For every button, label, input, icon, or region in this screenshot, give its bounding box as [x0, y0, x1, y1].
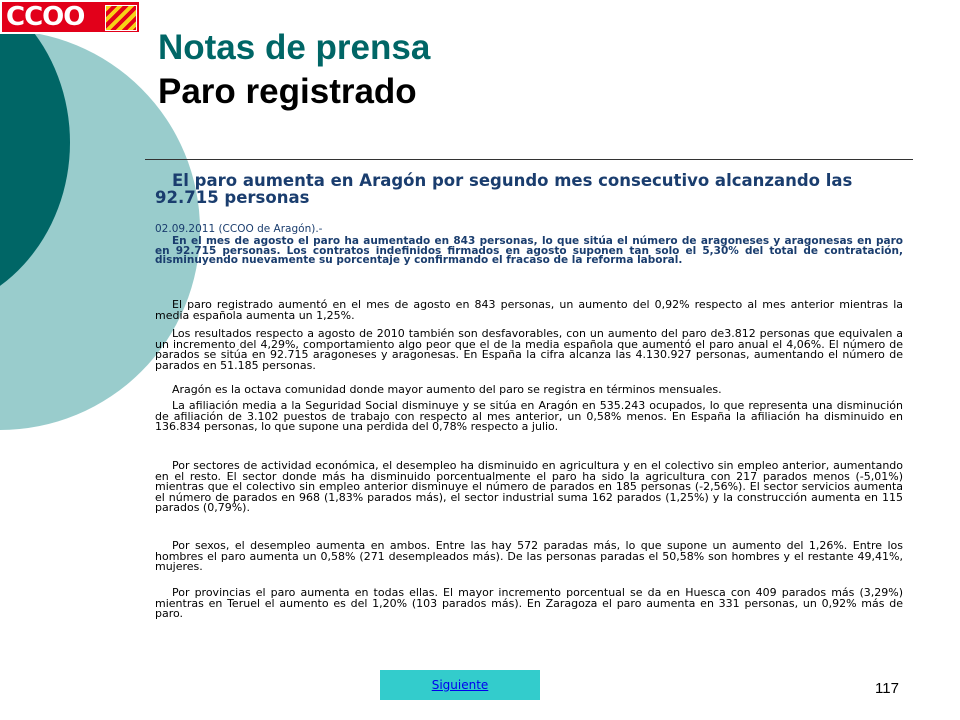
article-paragraph: Por sectores de actividad económica, el desempleo ha disminuido en agricultura y en el colectivo sin empleo anterior, aumentando en el resto. El sector donde más ha disminuido porcentualmente el paro ha sido la agricultura con 217 parados menos (-5,01%) mientras que el colectivo sin empleo anterior disminuye el número de parados en 185 personas (-2,56%). El sector servicios aumenta el número de parados en 968 (1,83% parados más), el sector industrial suma 162 parados (1,25%) y la construcción aumenta en 115 parados (0,79%). [155, 459, 903, 515]
article-lead: En el mes de agosto el paro ha aumentado en 843 personas, lo que sitúa el número de aragoneses y aragonesas en paro en 92.715 personas. Los contratos indefinidos firmados en agosto suponen tan solo el 5,30% del total de contratación, disminuyendo nuevamente su porcentaje y confirmando el fracaso de la reforma laboral. [155, 235, 903, 267]
article-paragraph: El paro registrado aumentó en el mes de agosto en 843 personas, un aumento del 0,92% respecto al mes anterior mientras la media española aumenta un 1,25%. [155, 298, 903, 322]
article-paragraph: Por provincias el paro aumenta en todas ellas. El mayor incremento porcentual se da en Huesca con 409 parados más (3,29%) mientras en Teruel el aumento es del 1,20% (103 parados más). En Zaragoza el paro aumenta en 331 personas, un 0,92% más de paro. [155, 586, 903, 621]
page-subtitle: Paro registrado [158, 72, 417, 111]
aragon-flag-icon [105, 5, 137, 31]
article-paragraph: Aragón es la octava comunidad donde mayor aumento del paro se registra en términos mensuales. [172, 383, 722, 396]
page-number: 117 [875, 680, 899, 697]
article-paragraph: Por sexos, el desempleo aumenta en ambos. Entre las hay 572 paradas más, lo que supone un aumento del 1,26%. Entre los hombres el paro aumenta un 0,58% (271 desempleados más). De las personas paradas el 50,58% son hombres y el restante 49,41%, mujeres. [155, 539, 903, 574]
article-paragraph: Los resultados respecto a agosto de 2010 también son desfavorables, con un aumento del paro de3.812 personas que equivalen a un incremento del 4,29%, comportamiento algo peor que el de la media española que aumentó el paro anual el 4,06%. El número de parados se sitúa en 92.715 aragoneses y aragonesas. En España la cifra alcanza las 4.130.927 personas, aumentando el número de parados en 51.185 personas. [155, 327, 903, 372]
ccoo-logo [0, 0, 141, 34]
article-body [155, 300, 903, 628]
next-button-label[interactable]: Siguiente [431, 678, 489, 692]
article-dateline: 02.09.2011 (CCOO de Aragón).- [155, 223, 323, 235]
page-title: Notas de prensa [158, 28, 431, 67]
next-button[interactable] [380, 670, 540, 700]
article-headline: El paro aumenta en Aragón por segundo mes consecutivo alcanzando las 92.715 personas [155, 171, 853, 207]
logo-text: CCOO [6, 2, 85, 32]
article-paragraph: La afiliación media a la Seguridad Social disminuye y se sitúa en Aragón en 535.243 ocupados, lo que representa una disminución de afiliación de 3.102 puestos de trabajo con respecto al mes anterior, un 0,58% menos. En España la afiliación ha disminuido en 136.834 personas, lo que supone una perdida del 0,78% respecto a julio. [155, 399, 903, 434]
title-divider [145, 159, 913, 160]
